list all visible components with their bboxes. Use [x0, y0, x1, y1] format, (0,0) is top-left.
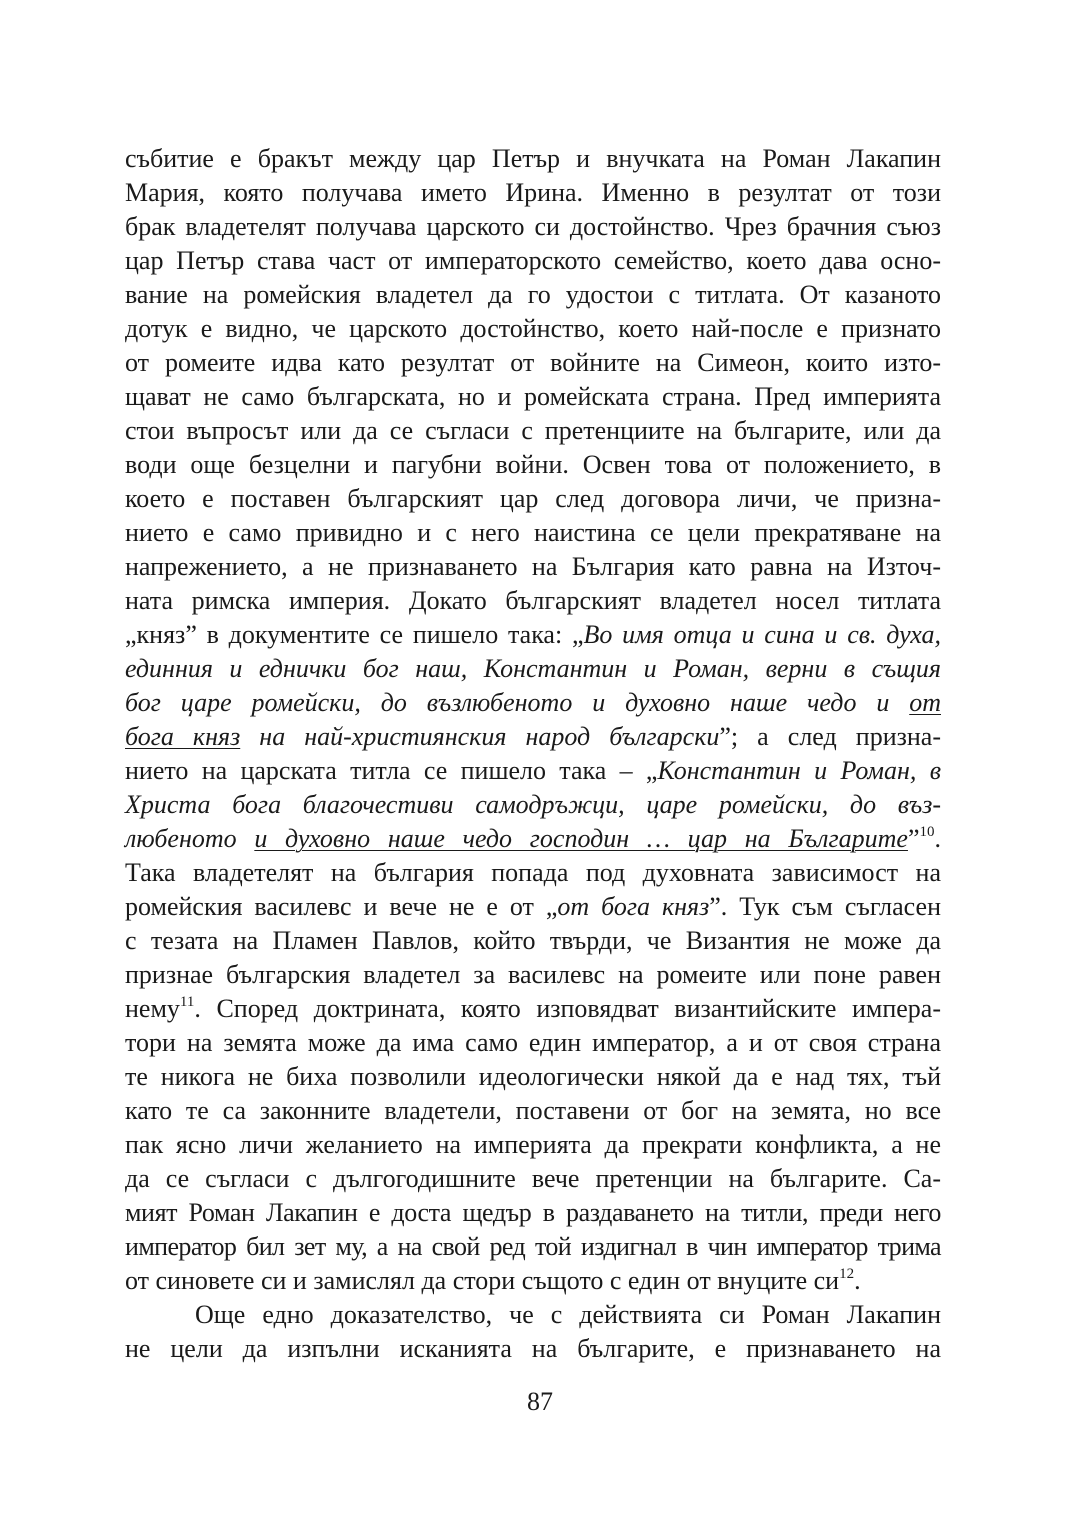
page-number: 87: [527, 1387, 553, 1416]
quote-line: бог царе ромейски, до възлюбеното и духовно наше чедо и от: [125, 688, 941, 717]
text-line: събитие е бракът между цар Петър и внучката на Роман Лакапин: [125, 144, 941, 173]
text-line: нието е само привидно и с него наистина се цели прекратяване на: [125, 518, 941, 547]
document-body: [125, 142, 941, 1366]
text-line: мият Роман Лакапин е доста щедър в раздаването на титли, преди него: [125, 1198, 941, 1227]
text-line: ната римска империя. Докато българският владетел носел титлата: [125, 586, 941, 615]
text-line: да се съгласи с дългогодишните вече претенции на българите. Са-: [125, 1164, 941, 1193]
footnote-ref-11: 11: [179, 994, 195, 1010]
text-line: любеното и духовно наше чедо господин … цар на Българите”$^{10}$.: [125, 824, 941, 853]
text-line: вание на ромейския владетел да го удостои с титлата. От казаното: [125, 280, 941, 309]
text-line: дотук е видно, че царското достойнство, което най-после е признато: [125, 314, 941, 343]
underlined-quote: от: [909, 688, 941, 717]
quote-line: единния и еднички бог наш, Константин и Роман, верни в същия: [125, 654, 941, 683]
text-line: щават не само българската, но и ромейската страна. Пред империята: [125, 382, 941, 411]
quote-text: от бога княз: [557, 892, 710, 921]
text-line: Мария, която получава името Ирина. Именно в резултат от този: [125, 178, 941, 207]
text-line: напрежението, а не признаването на България като равна на Източ-: [125, 552, 941, 581]
quote-text: на най-християнския народ български: [240, 722, 720, 751]
text-line: те никога не биха позволили идеологически някой да е над тях, тъй: [125, 1062, 941, 1091]
text-line: цар Петър става част от императорското семейство, което дава осно-: [125, 246, 941, 275]
text-line: император бил зет му, а на свой ред той издигнал в чин император трима: [125, 1232, 941, 1261]
quote-text: Константин и Роман, в: [657, 756, 941, 785]
text-line: с тезата на Пламен Павлов, който твърди, че Византия не може да: [125, 926, 941, 955]
text-line: стои въпросът или да се съгласи с претенциите на българите, или да: [125, 416, 941, 445]
text-line: което е поставен българският цар след договора личи, че призна-: [125, 484, 941, 513]
footnote-ref-12: 12: [839, 1266, 855, 1282]
text-line: води още безцелни и пагубни войни. Освен това от положението, в: [125, 450, 941, 479]
paragraph-start: Още едно доказателство, че с действията си Роман Лакапин: [195, 1300, 941, 1329]
text-line: ромейския василевс и вече не е от „от бога княз”. Тук съм съгласен: [125, 892, 941, 921]
quote-line: Христа бога благочестиви самодръжци, царе ромейски, до въз-: [125, 790, 941, 819]
text-line: нието на царската титла се пишело така – „Константин и Роман, в: [125, 756, 941, 785]
text-line: Така владетелят на българия попада под духовната зависимост на: [125, 858, 941, 887]
text-line: „княз” в документите се пишело така: „Во имя отца и сина и св. духа,: [125, 620, 941, 649]
text-line: не цели да изпълни исканията на българите, е признаването на: [125, 1334, 941, 1363]
text-line: като те са законните владетели, поставени от бог на земята, но все: [125, 1096, 941, 1125]
footnote-ref-10: 10: [919, 824, 935, 840]
underlined-quote: бога княз: [125, 722, 241, 751]
text-line: тори на земята може да има само един император, а и от своя страна: [125, 1028, 941, 1057]
text-line: бога княз на най-християнския народ български”; а след призна-: [125, 722, 941, 751]
text-line: от ромеите идва като резултат от войните на Симеон, които изто-: [125, 348, 941, 377]
quote-text: Во имя отца и сина и св. духа,: [583, 620, 941, 649]
text-line: от синовете си и замислял да стори същото с един от внуците $си^{12}$.: [125, 1266, 861, 1295]
text-line: пак ясно личи желанието на империята да прекрати конфликта, а не: [125, 1130, 941, 1159]
text-line: нему$^{11}$. Според доктрината, която изповядват византийските импера-: [125, 994, 941, 1023]
text-line: признае българския владетел за василевс на ромеите или поне равен: [125, 960, 941, 989]
text-line: брак владетелят получава царското си достойнство. Чрез брачния съюз: [125, 212, 941, 241]
underlined-quote: и духовно наше чедо господин … цар на Българите: [254, 824, 908, 853]
